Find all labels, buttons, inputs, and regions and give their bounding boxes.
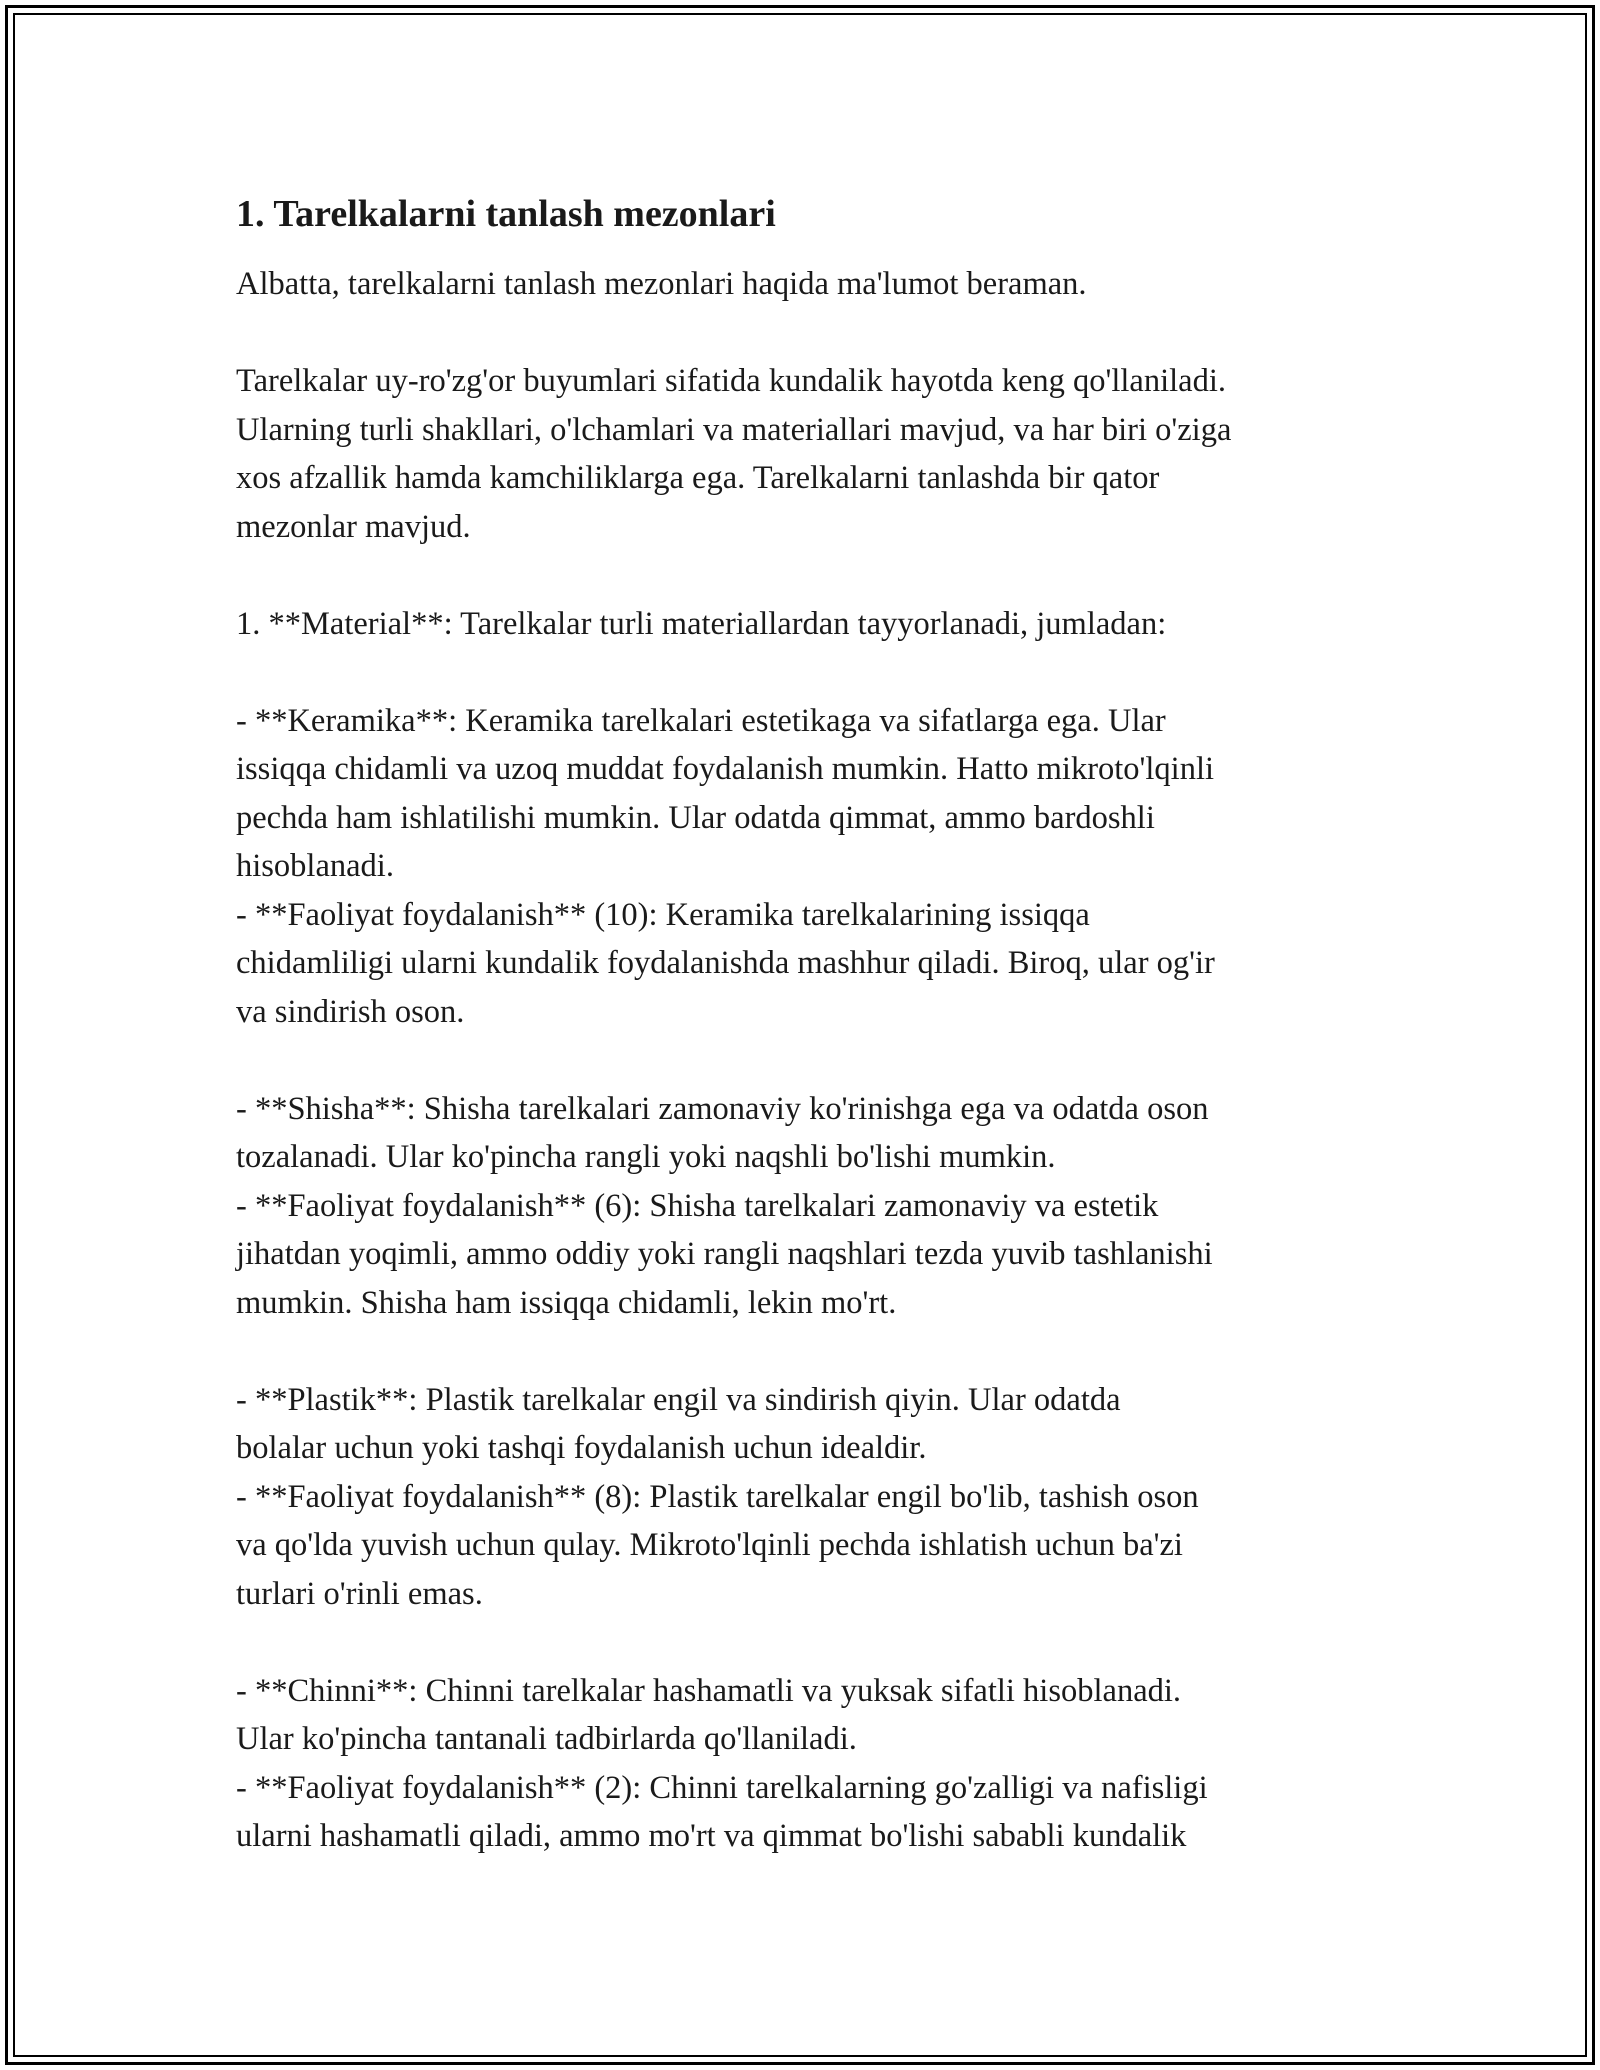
material-heading: 1. **Material**: Tarelkalar turli materiallardan tayyorlanadi, jumladan:: [236, 605, 1167, 642]
document-title: 1. Tarelkalarni tanlash mezonlari: [236, 193, 776, 235]
paragraph-gap: [236, 551, 1366, 600]
overview-paragraph: Tarelkalar uy-ro'zg'or buyumlari sifatida kundalik hayotda keng qo'llaniladi. Ularning turli shakllari, o'lchamlari va materiallari mavjud, va har biri o'ziga xos afzallik hamda kamchiliklarga ega. Tarelkalarni tanlashda bir qator mezonlar mavjud.: [236, 363, 1232, 545]
section-chinni: - **Chinni**: Chinni tarelkalar hashamatli va yuksak sifatli hisoblanadi. Ular ko'pincha tantanali tadbirlarda qo'llaniladi. - **Faoliyat foydalanish** (2): Chinni tarelkalarning go'zalligi va nafisligi ularni hashamatli qiladi, ammo mo'rt va qimmat bo'lishi sababli kundalik: [236, 1672, 1208, 1854]
section-keramika: - **Keramika**: Keramika tarelkalari estetikaga va sifatlarga ega. Ular issiqqa chidamli va uzoq muddat foydalanish mumkin. Hatto mikroto'lqinli pechda ham ishlatilishi mumkin. Ular odatda qimmat, ammo bardoshli hisoblanadi. - **Faoliyat foydalanish** (10): Keramika tarelkalarining issiqqa chidamliligi ularni kundalik foydalanishda mashhur qiladi. Biroq, ular og'ir va sindirish oson.: [236, 702, 1215, 1030]
section-shisha: - **Shisha**: Shisha tarelkalari zamonaviy ko'rinishga ega va odatda oson tozalanadi. Ular ko'pincha rangli yoki naqshli bo'lishi mumkin. - **Faoliyat foydalanish** (6): Shisha tarelkalari zamonaviy va estetik jihatdan yoqimli, ammo oddiy yoki rangli naqshlari tezda yuvib tashlanishi mumkin. Shisha ham issiqqa chidamli, lekin mo'rt.: [236, 1090, 1213, 1321]
paragraph-gap: [236, 309, 1366, 358]
paragraph-gap: [236, 1036, 1366, 1085]
paragraph-gap: [236, 648, 1366, 697]
paragraph-gap: [236, 1327, 1366, 1376]
intro-paragraph: Albatta, tarelkalarni tanlash mezonlari haqida ma'lumot beraman.: [236, 266, 1087, 302]
paragraph-gap: [236, 1618, 1366, 1667]
document-body: [236, 190, 1366, 1861]
section-plastik: - **Plastik**: Plastik tarelkalar engil va sindirish qiyin. Ular odatda bolalar uchun yoki tashqi foydalanish uchun idealdir. - **Faoliyat foydalanish** (8): Plastik tarelkalar engil bo'lib, tashish oson va qo'lda yuvish uchun qulay. Mikroto'lqinli pechda ishlatish uchun ba'zi turlari o'rinli emas.: [236, 1381, 1199, 1612]
